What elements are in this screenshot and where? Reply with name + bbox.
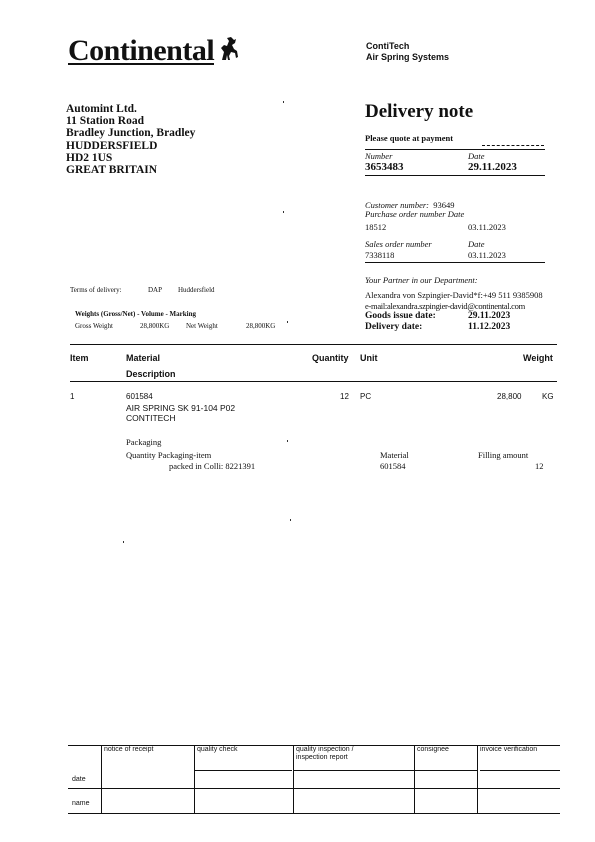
document-date: 29.11.2023 xyxy=(468,161,517,173)
partner-email: e-mail:alexandra.szpingier-david@continental.com xyxy=(365,301,525,311)
net-weight-label: Net Weight xyxy=(186,322,218,330)
date-label: Date xyxy=(468,151,485,161)
terms-label: Terms of delivery: xyxy=(70,286,122,294)
address-line: HUDDERSFIELD xyxy=(66,139,158,152)
receipt-col-divider xyxy=(414,745,415,813)
row-weight: 28,800 xyxy=(497,392,522,401)
receipt-row-date: date xyxy=(72,776,86,783)
receipt-underline xyxy=(293,770,414,771)
receipt-col-quality-check: quality check xyxy=(197,746,238,753)
receipt-col-notice: notice of receipt xyxy=(104,746,154,753)
so-number: 7338118 xyxy=(365,250,395,260)
gross-weight-value: 28,800KG xyxy=(140,322,170,330)
packaging-material: 601584 xyxy=(380,461,406,471)
scan-mark xyxy=(283,101,284,103)
partner-label: Your Partner in our Department: xyxy=(365,275,478,285)
terms-incoterm: DAP xyxy=(148,286,163,294)
delivery-date: 11.12.2023 xyxy=(468,322,511,332)
logo-underline xyxy=(68,63,214,65)
packaging-material-label: Material xyxy=(380,450,409,460)
scan-mark xyxy=(287,440,288,442)
col-description: Description xyxy=(126,369,176,379)
goods-issue-label: Goods issue date: xyxy=(365,311,436,321)
document-title: Delivery note xyxy=(365,101,474,122)
address-line: Automint Ltd. xyxy=(66,103,137,115)
packaging-title: Packaging xyxy=(126,437,162,447)
row-quantity: 12 xyxy=(340,392,349,401)
division-line-1: ContiTech xyxy=(366,41,410,51)
packaging-filling: 12 xyxy=(535,461,544,471)
receipt-underline xyxy=(194,770,292,771)
horse-icon xyxy=(218,36,240,62)
row-item: 1 xyxy=(70,392,75,401)
col-unit: Unit xyxy=(360,353,378,363)
po-number: 18512 xyxy=(365,222,387,232)
scan-mark xyxy=(283,211,284,213)
customer-number-label: Customer number: 93649 xyxy=(365,200,455,210)
packaging-header: Quantity Packaging-item xyxy=(126,450,212,460)
division-line-2: Air Spring Systems xyxy=(366,52,450,62)
receipt-bottom-rule xyxy=(68,813,560,814)
terms-place: Huddersfield xyxy=(178,286,215,294)
recipient-address xyxy=(66,103,195,176)
row-weight-unit: KG xyxy=(542,392,554,401)
scan-mark xyxy=(287,321,288,323)
po-label: Purchase order number Date xyxy=(365,209,465,219)
receipt-col-divider xyxy=(477,745,478,813)
quote-line xyxy=(482,145,544,146)
so-label: Sales order number xyxy=(365,239,432,249)
table-header-rule xyxy=(70,381,557,382)
receipt-col-divider xyxy=(101,745,102,813)
number-label: Number xyxy=(365,151,393,161)
quote-label: Please quote at payment xyxy=(365,133,454,143)
po-date: 03.11.2023 xyxy=(468,222,506,232)
row-material: 601584 xyxy=(126,392,153,401)
order-rule xyxy=(365,262,545,263)
row-description-2: CONTITECH xyxy=(126,413,176,423)
receipt-col-consignee: consignee xyxy=(417,746,449,753)
delivery-label: Delivery date: xyxy=(365,322,423,332)
row-description-1: AIR SPRING SK 91-104 P02 xyxy=(126,403,236,413)
receipt-col-invoice: invoice verification xyxy=(480,746,538,753)
document-number: 3653483 xyxy=(365,161,404,173)
table-top-rule xyxy=(70,344,557,345)
receipt-col-inspection: quality inspection / xyxy=(296,746,354,753)
address-line: HD2 1US xyxy=(66,151,113,164)
weights-label: Weights (Gross/Net) - Volume - Marking xyxy=(75,310,197,318)
address-line: GREAT BRITAIN xyxy=(66,164,158,177)
receipt-row-name: name xyxy=(72,800,90,807)
col-item: Item xyxy=(70,353,89,363)
col-material: Material xyxy=(126,353,161,363)
scan-mark xyxy=(290,519,291,521)
header-rule xyxy=(365,149,545,150)
scan-mark xyxy=(123,541,124,543)
address-line: 11 Station Road xyxy=(66,115,144,128)
net-weight-value: 28,800KG xyxy=(246,322,276,330)
receipt-col-divider xyxy=(194,745,195,813)
continental-logo xyxy=(68,34,214,68)
receipt-underline xyxy=(480,770,560,771)
col-weight: Weight xyxy=(523,353,553,363)
logo-text: Continental xyxy=(68,34,215,67)
packaging-filling-label: Filling amount xyxy=(478,450,529,460)
receipt-col-divider xyxy=(293,745,294,813)
division-name xyxy=(366,41,449,63)
receipt-underline xyxy=(414,770,477,771)
partner-name: Alexandra von Szpingier-David*f:+49 511 9385908 xyxy=(365,290,543,300)
packaging-colli: packed in Colli: 8221391 xyxy=(169,461,256,471)
so-date: 03.11.2023 xyxy=(468,250,506,260)
goods-issue-date: 29.11.2023 xyxy=(468,311,511,321)
number-rule xyxy=(365,175,545,176)
row-unit: PC xyxy=(360,392,372,401)
receipt-col-inspection-2: inspection report xyxy=(296,754,348,761)
receipt-row-rule xyxy=(68,788,560,789)
so-date-label: Date xyxy=(468,239,485,249)
col-quantity: Quantity xyxy=(312,353,349,363)
address-line: Bradley Junction, Bradley xyxy=(66,127,196,140)
gross-weight-label: Gross Weight xyxy=(75,322,114,330)
